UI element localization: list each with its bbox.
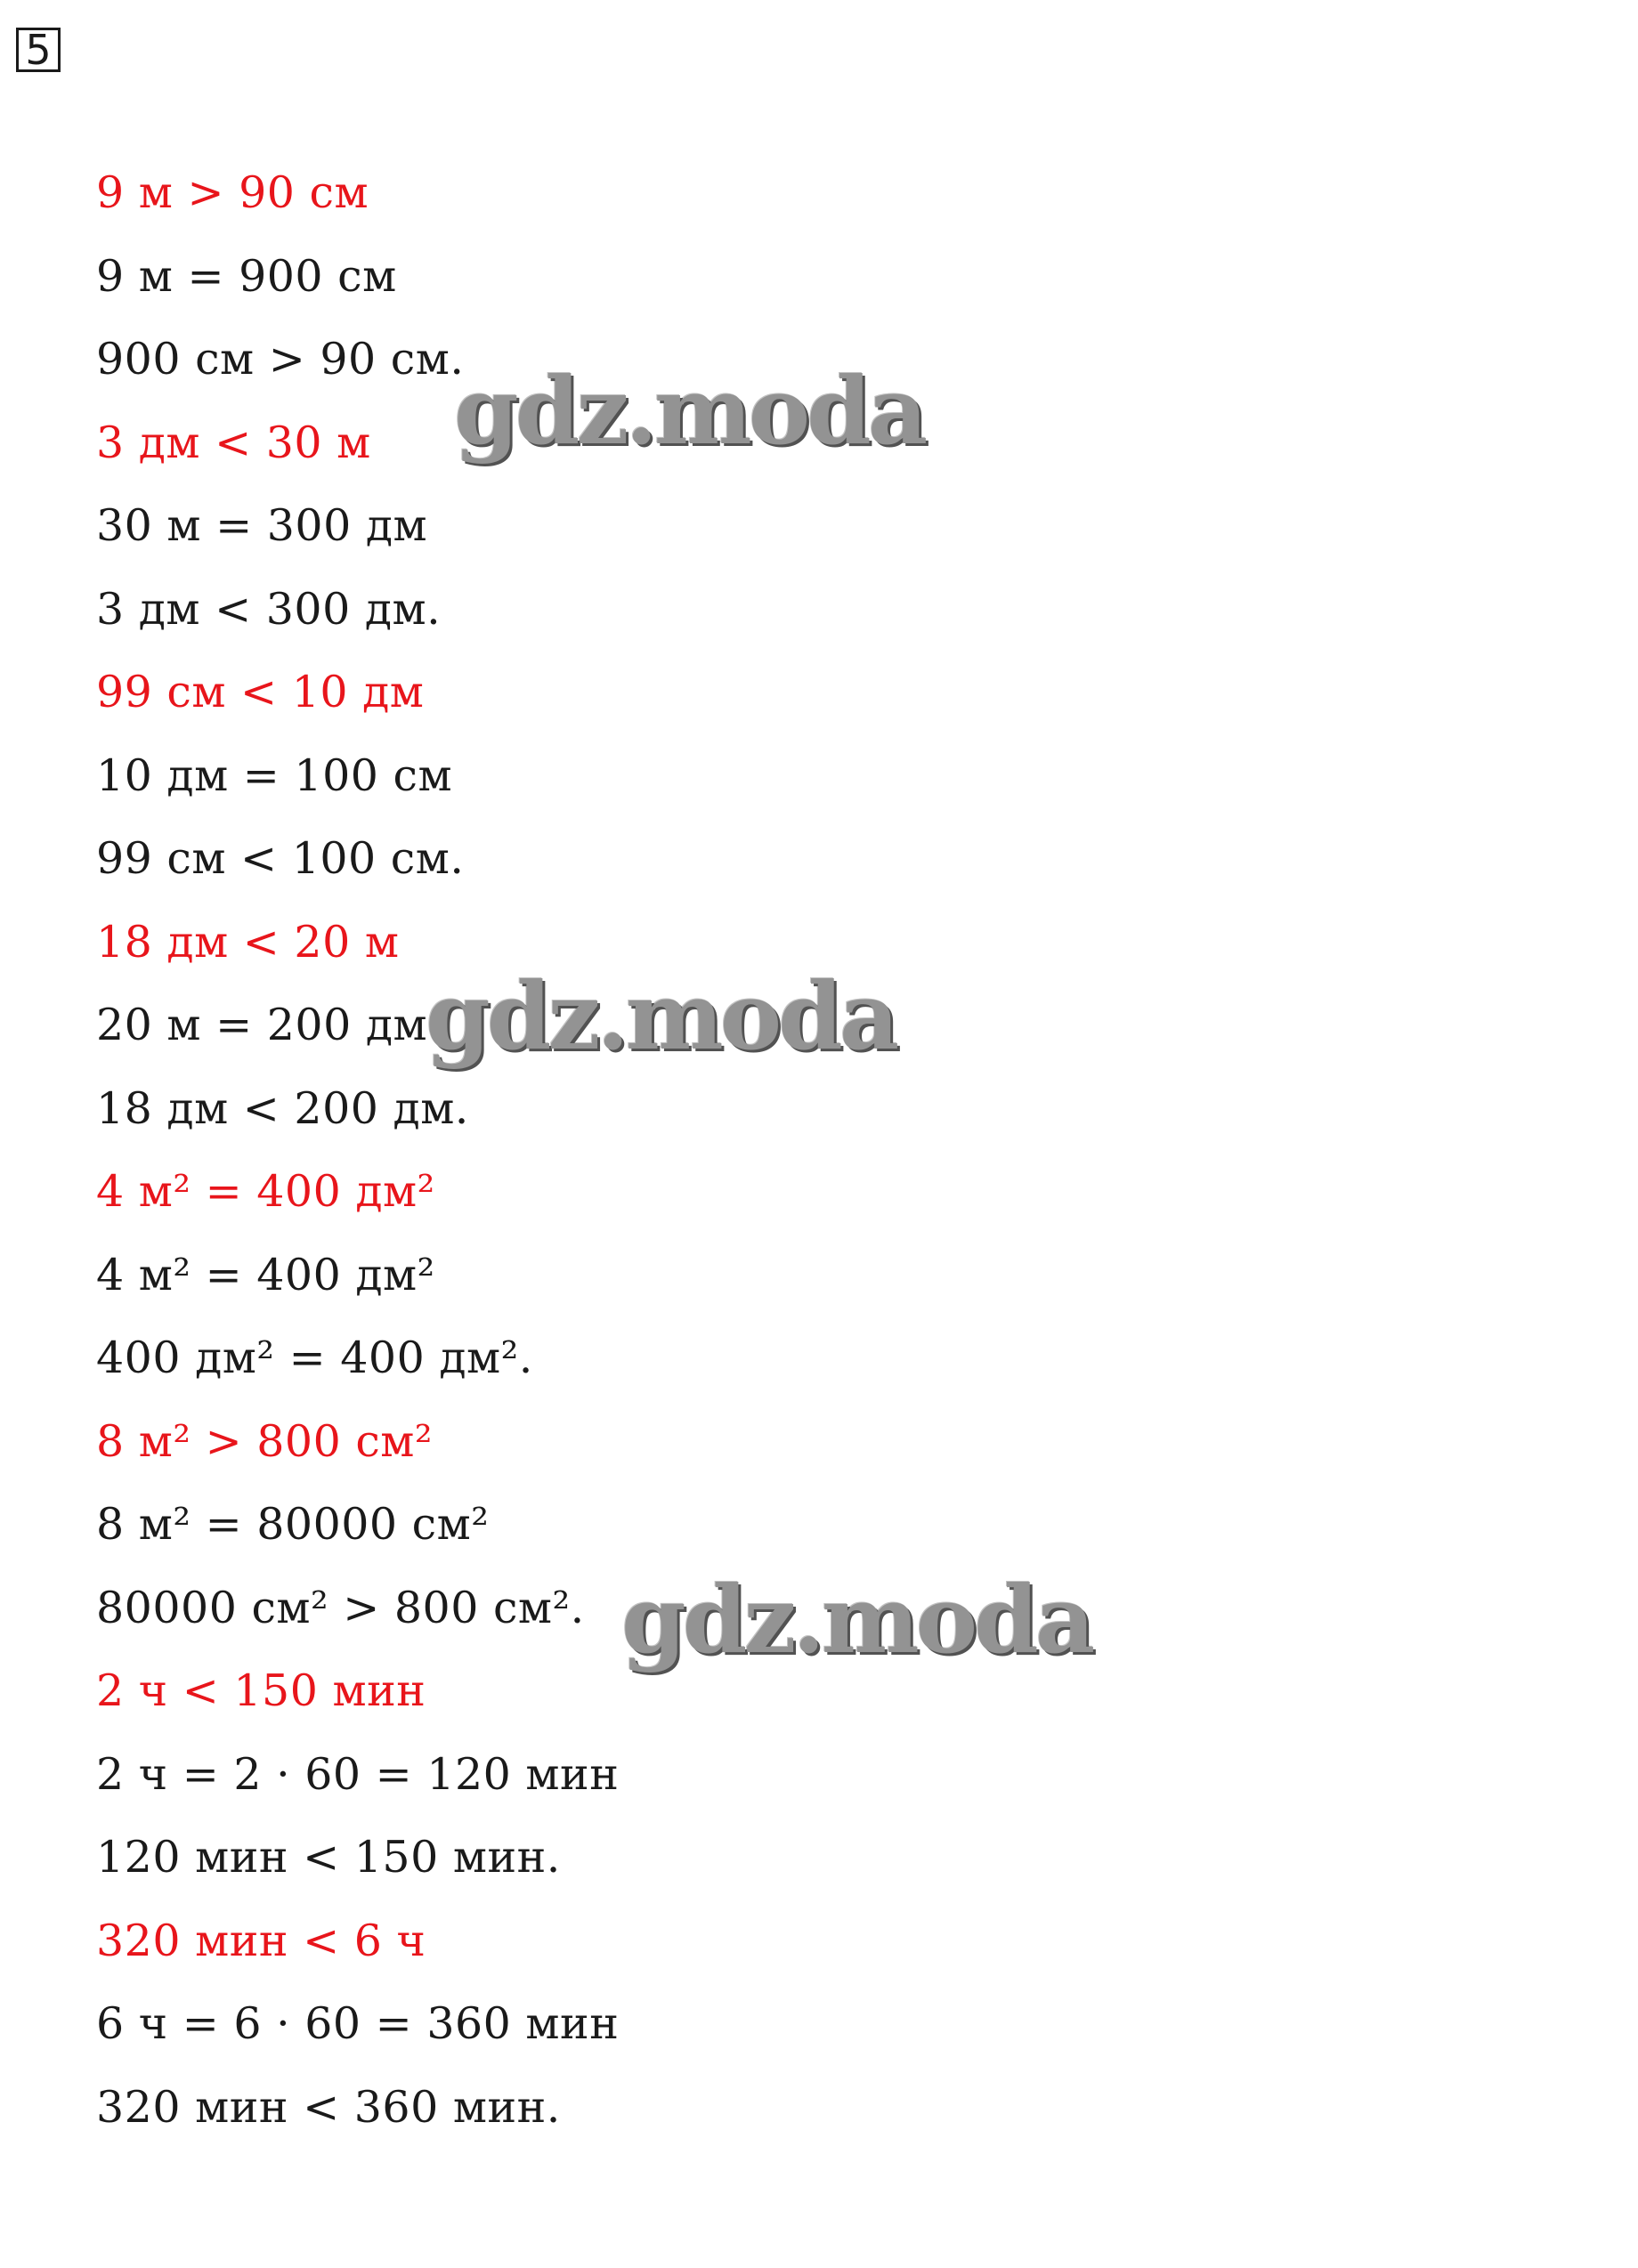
solution-step: 80000 см² > 800 см². bbox=[96, 1582, 585, 1633]
solution-step: 4 м² = 400 дм² bbox=[96, 1249, 435, 1300]
solution-step: 99 см < 100 см. bbox=[96, 833, 465, 884]
comparison-task: 320 мин < 6 ч bbox=[96, 1915, 426, 1966]
comparison-task: 4 м² = 400 дм² bbox=[96, 1166, 435, 1217]
watermark: gdz.moda bbox=[621, 1565, 1092, 1674]
solution-step: 6 ч = 6 · 60 = 360 мин bbox=[96, 1998, 620, 2049]
comparison-task: 3 дм < 30 м bbox=[96, 417, 371, 468]
comparison-task: 18 дм < 20 м bbox=[96, 916, 400, 968]
solution-step: 400 дм² = 400 дм². bbox=[96, 1332, 533, 1383]
solution-step: 20 м = 200 дм bbox=[96, 1000, 428, 1050]
solution-step: 3 дм < 300 дм. bbox=[96, 583, 442, 635]
comparison-task: 2 ч < 150 мин bbox=[96, 1665, 426, 1716]
watermark: gdz.moda bbox=[426, 961, 896, 1071]
watermark: gdz.moda bbox=[454, 356, 925, 466]
comparison-task: 8 м² > 800 см² bbox=[96, 1415, 434, 1467]
solution-step: 8 м² = 80000 см² bbox=[96, 1499, 490, 1550]
solution-step: 18 дм < 200 дм. bbox=[96, 1082, 469, 1134]
solution-step: 320 мин < 360 мин. bbox=[96, 2081, 561, 2133]
solution-step: 30 м = 300 дм bbox=[96, 500, 428, 551]
solution-step: 10 дм = 100 см bbox=[96, 749, 453, 801]
solution-step: 120 мин < 150 мин. bbox=[96, 1832, 561, 1883]
solution-step: 2 ч = 2 · 60 = 120 мин bbox=[96, 1748, 620, 1800]
task-number-box: 5 bbox=[16, 28, 61, 72]
solution-step: 9 м = 900 см bbox=[96, 250, 397, 302]
solution-step: 900 см > 90 см. bbox=[96, 334, 465, 385]
comparison-task: 99 см < 10 дм bbox=[96, 667, 425, 717]
comparison-task: 9 м > 90 см bbox=[96, 167, 369, 218]
